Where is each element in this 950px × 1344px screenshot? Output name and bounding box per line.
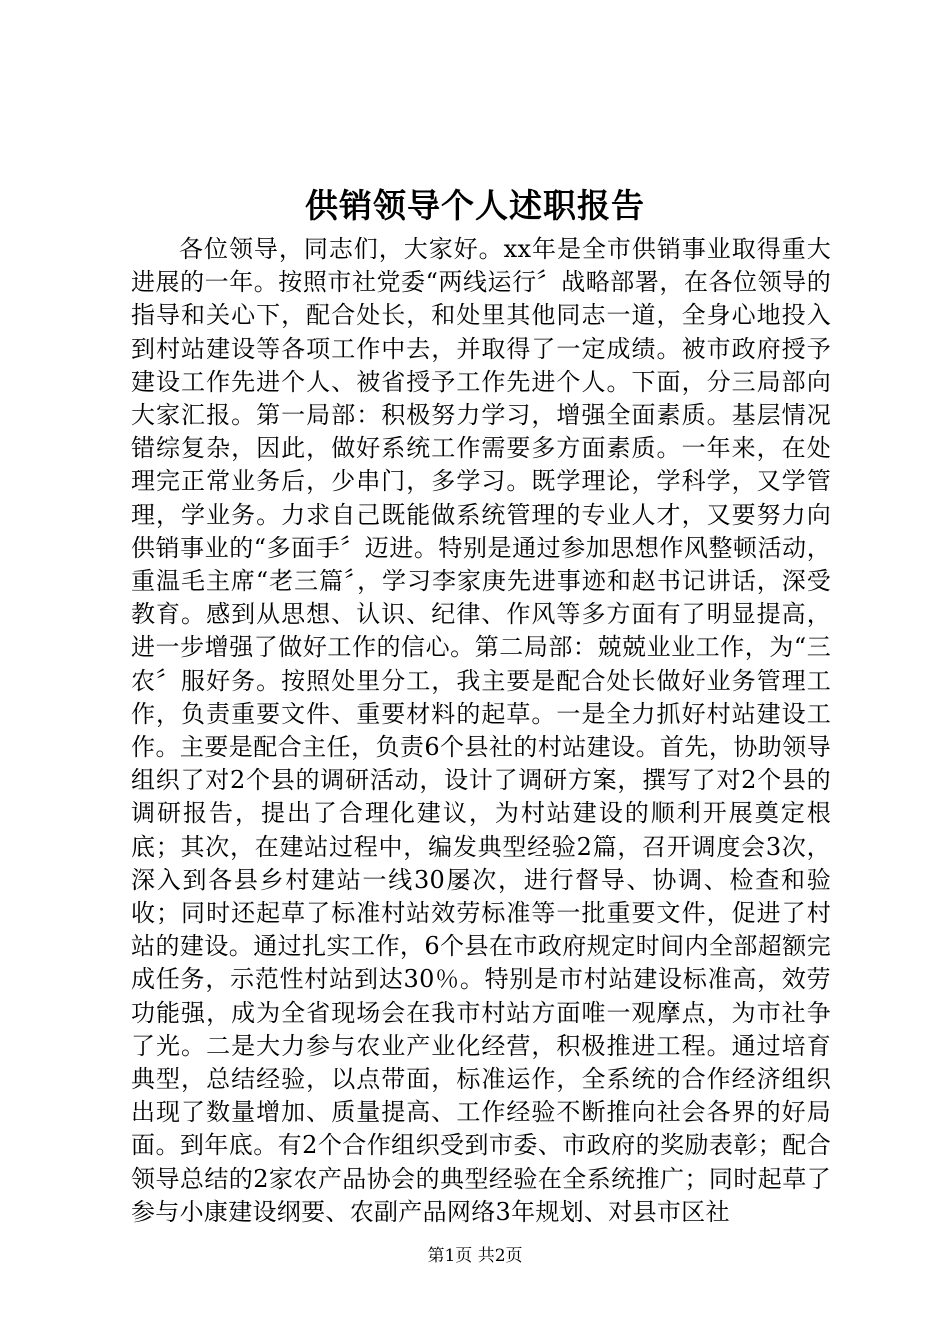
document-title: 供销领导个人述职报告: [305, 186, 645, 225]
page-number-footer: 第1页 共2页: [427, 1246, 523, 1266]
document-body-paragraph: 各位领导，同志们，大家好。xx年是全市供销事业取得重大进展的一年。按照市社党委“两线运行〞战略部署，在各位领导的指导和关心下，配合处长，和处里其他同志一道，全身心地投入到村站建设等各项工作中去，并取得了一定成绩。被市政府授予建设工作先进个人、被省授予工作先进个人。下面，分三局部向大家汇报。第一局部：积极努力学习，增强全面素质。基层情况错综复杂，因此，做好系统工作需要多方面素质。一年来，在处理完正常业务后，少串门，多学习。既学理论，学科学，又学管理，学业务。力求自己既能做系统管理的专业人才，又要努力向供销事业的“多面手〞迈进。特别是通过参加思想作风整顿活动，重温毛主席“老三篇〞，学习李家庚先进事迹和赵书记讲话，深受教育。感到从思想、认识、纪律、作风等多方面有了明显提高，进一步增强了做好工作的信心。第二局部：兢兢业业工作，为“三农〞服好务。按照处里分工，我主要是配合处长做好业务管理工作，负责重要文件、重要材料的起草。一是全力抓好村站建设工作。主要是配合主任，负责6个县社的村站建设。首先，协助领导组织了对2个县的调研活动，设计了调研方案，撰写了对2个县的调研报告，提出了合理化建议，为村站建设的顺利开展奠定根底；其次，在建站过程中，编发典型经验2篇，召开调度会3次，深入到各县乡村建站一线30屡次，进行督导、协调、检查和验收；同时还起草了标准村站效劳标准等一批重要文件，促进了村站的建设。通过扎实工作，6个县在市政府规定时间内全部超额完成任务，示范性村站到达30％。特别是市村站建设标准高，效劳功能强，成为全省现场会在我市村站方面唯一观摩点，为市社争了光。二是大力参与农业产业化经营，积极推进工程。通过培育典型，总结经验，以点带面，标准运作，全系统的合作经济组织出现了数量增加、质量提高、工作经验不断推向社会各界的好局面。到年底。有2个合作组织受到市委、市政府的奖励表彰；配合领导总结的2家农产品协会的典型经验在全系统推广；同时起草了参与小康建设纲要、农副产品网络3年规划、对县市区社: [131, 235, 831, 1226]
